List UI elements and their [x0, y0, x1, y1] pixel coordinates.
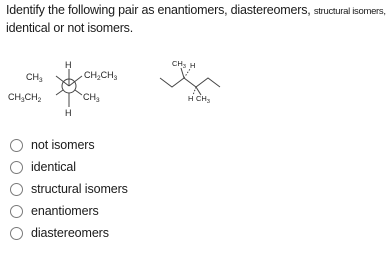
option-label: enantiomers	[31, 204, 99, 218]
option-label: identical	[31, 160, 76, 174]
question-line-1-tail: structural isomers,	[313, 6, 386, 17]
skeletal-top-h-label: H	[190, 61, 196, 70]
question-text	[6, 2, 386, 37]
radio-button[interactable]	[10, 139, 23, 152]
newman-right-front-label: $CH_2CH_3$	[84, 70, 118, 82]
newman-bottom-label: H	[65, 108, 72, 118]
question-line-1-main: Identify the following pair as enantiomers, diastereomers,	[6, 3, 314, 17]
newman-right-back-label: $CH_3$	[83, 92, 100, 104]
radio-button[interactable]	[10, 161, 23, 174]
question-line-2: identical or not isomers.	[6, 21, 134, 35]
option-label: structural isomers	[31, 182, 128, 196]
newman-left-back-label: $CH_3CH_2$	[8, 92, 42, 104]
answer-options	[10, 134, 128, 244]
option-label: not isomers	[31, 138, 95, 152]
skeletal-top-label: $CH_3$	[172, 59, 186, 70]
radio-button[interactable]	[10, 227, 23, 240]
skeletal-bottom-label: $CH_3$	[196, 94, 210, 105]
skeletal-bottom-h-label: H	[188, 94, 194, 103]
option-identical[interactable]	[10, 156, 128, 178]
skeletal-structure	[160, 56, 240, 108]
option-diastereomers[interactable]	[10, 222, 128, 244]
newman-top-label: H	[65, 60, 72, 70]
option-structural-isomers[interactable]	[10, 178, 128, 200]
question-line-1	[6, 2, 386, 20]
radio-button[interactable]	[10, 205, 23, 218]
option-enantiomers[interactable]	[10, 200, 128, 222]
radio-button[interactable]	[10, 183, 23, 196]
option-label: diastereomers	[31, 226, 109, 240]
newman-left-front-label: $CH_3$	[26, 72, 43, 84]
option-not-isomers[interactable]	[10, 134, 128, 156]
